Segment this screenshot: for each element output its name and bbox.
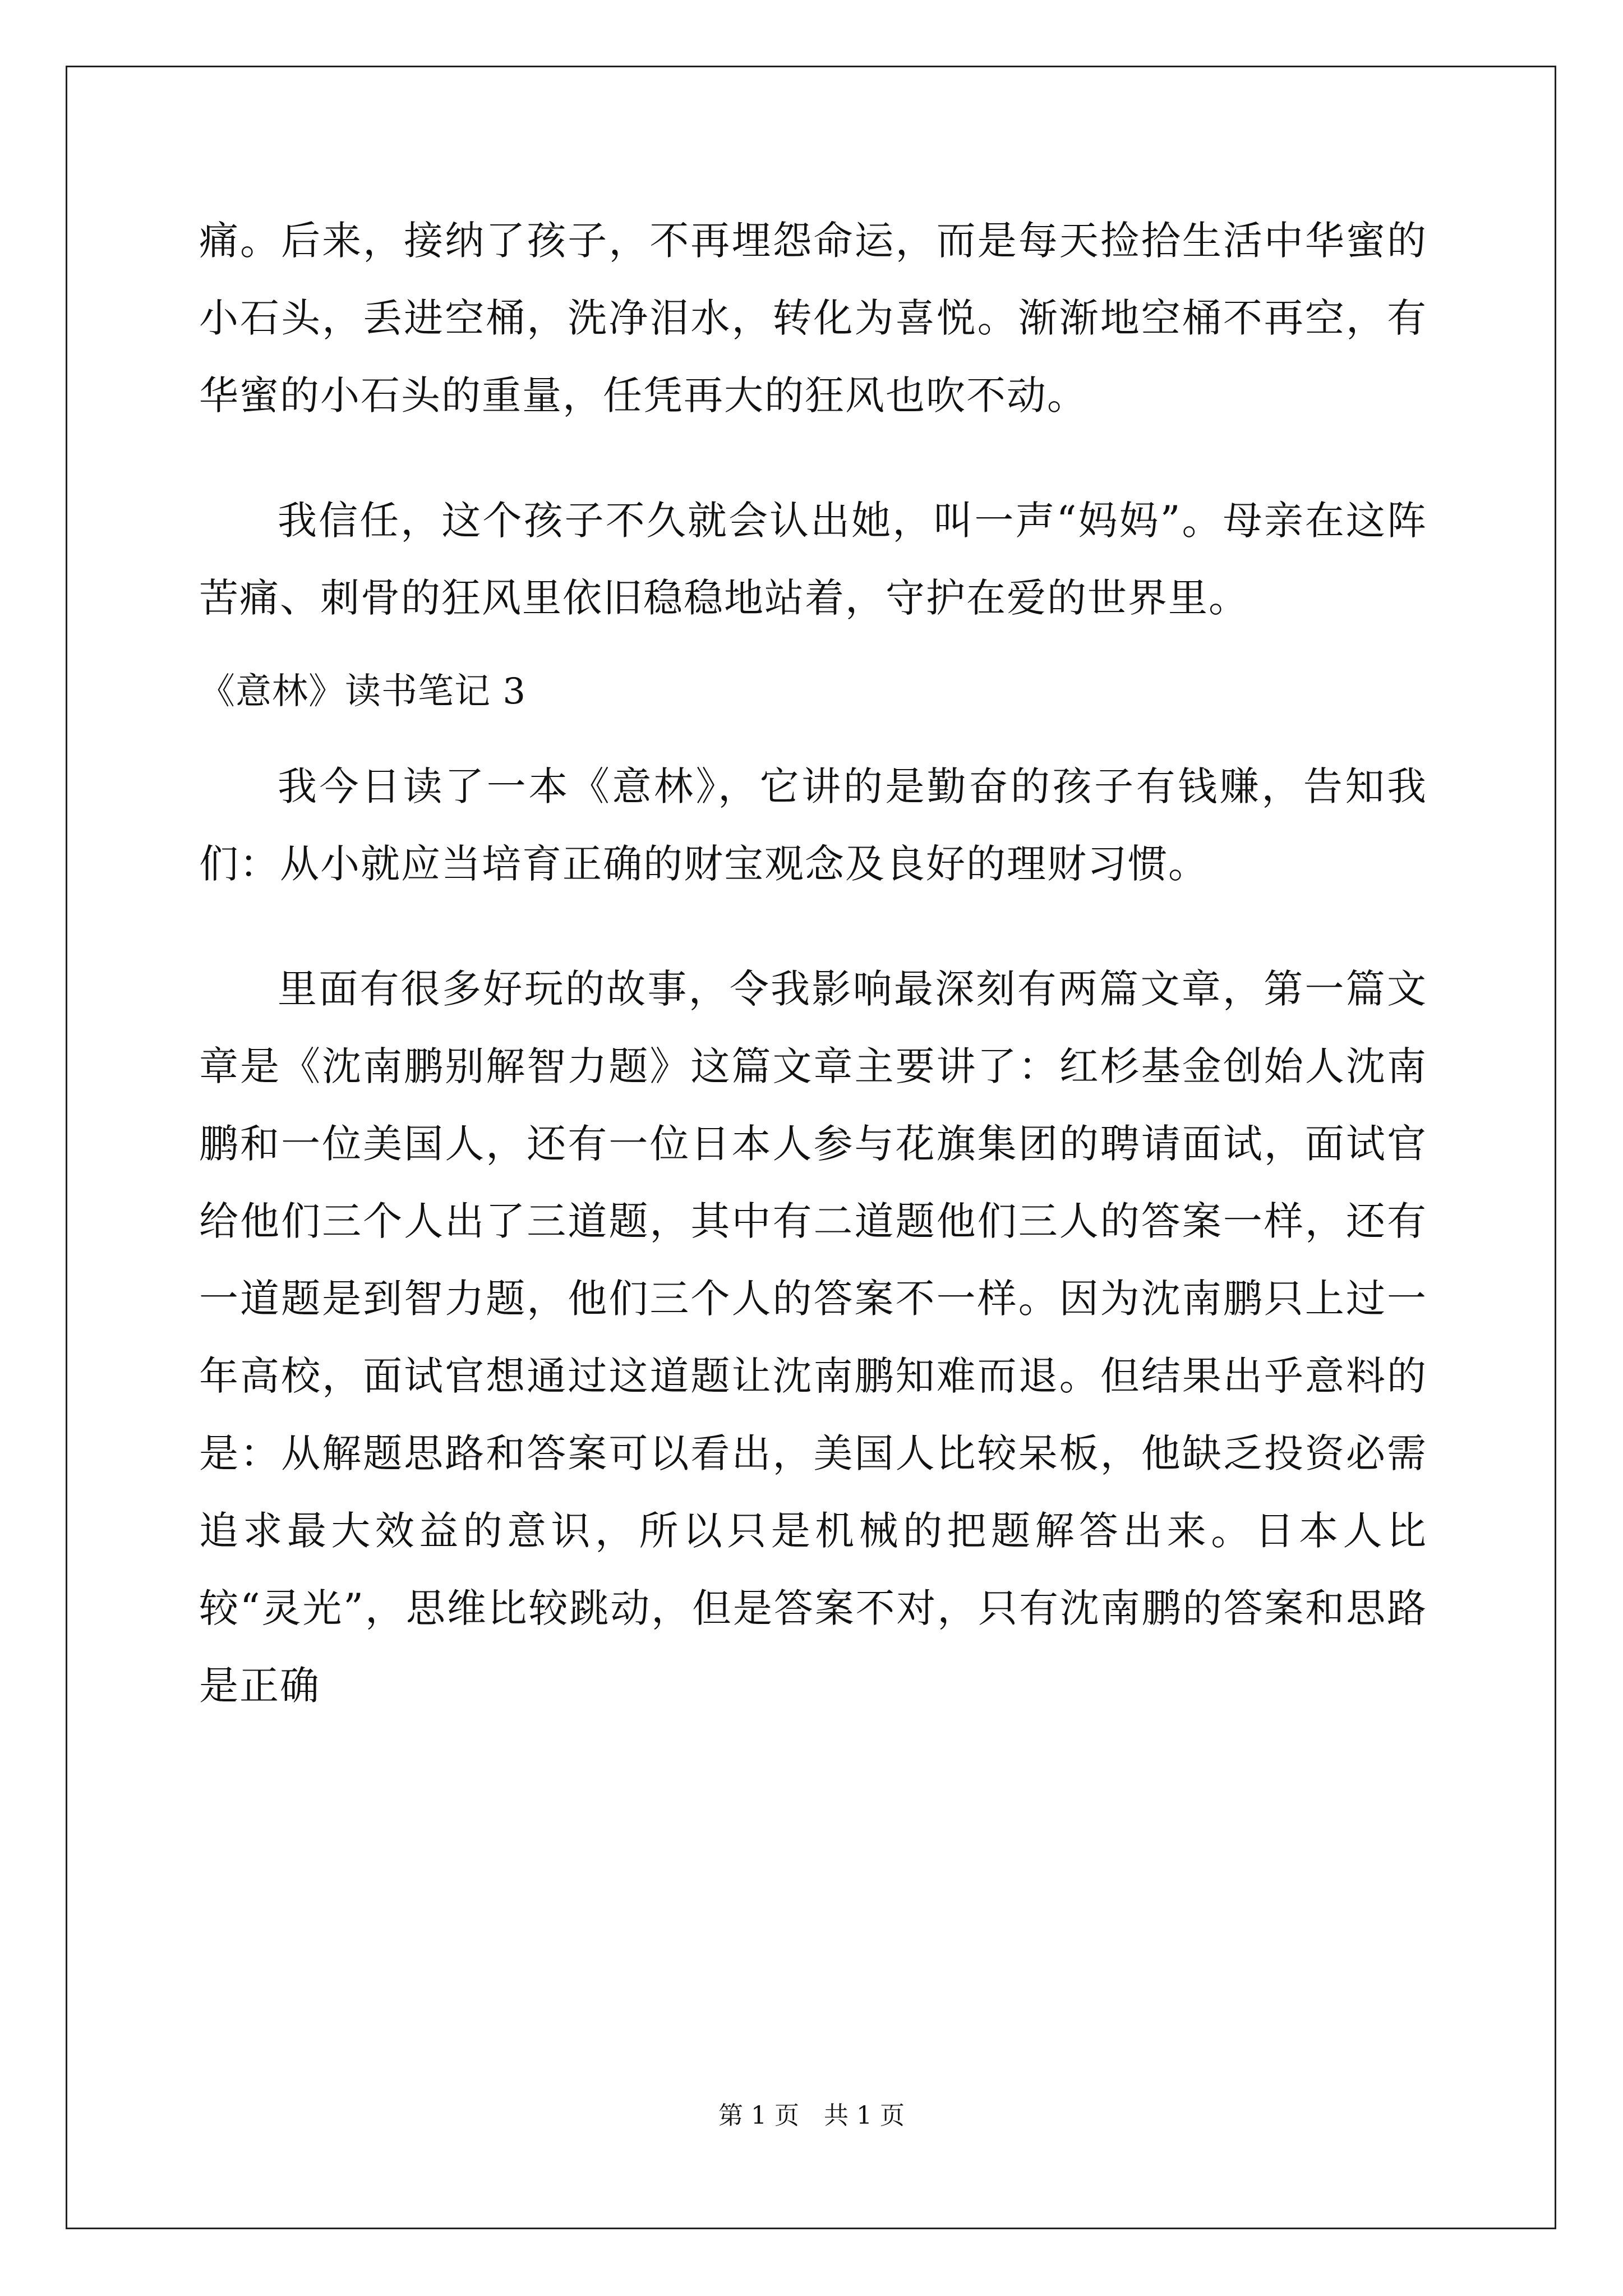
section-heading: 《意林》读书笔记 3 — [199, 671, 527, 712]
paragraph-2: 我信任，这个孩子不久就会认出她，叫一声“妈妈”。母亲在这阵苦痛、刺骨的狂风里依旧稳稳地站着，守护在爱的世界里。 — [199, 498, 1427, 621]
paragraph-3: 我今日读了一本《意林》，它讲的是勤奋的孩子有钱赚，告知我们：从小就应当培育正确的财宝观念及良好的理财习惯。 — [199, 763, 1427, 887]
document-body — [199, 202, 1427, 1724]
paragraph-1: 痛。后来，接纳了孩子，不再埋怨命运，而是每天捡拾生活中华蜜的小石头，丢进空桶，洗净泪水，转化为喜悦。渐渐地空桶不再空，有华蜜的小石头的重量，任凭再大的狂风也吹不动。 — [199, 218, 1427, 418]
paragraph-4: 里面有很多好玩的故事，令我影响最深刻有两篇文章，第一篇文章是《沈南鹏别解智力题》这篇文章主要讲了：红杉基金创始人沈南鹏和一位美国人，还有一位日本人参与花旗集团的聘请面试，面试官给他们三个人出了三道题，其中有二道题他们三人的答案一样，还有一道题是到智力题，他们三个人的答案不一样。因为沈南鹏只上过一年高校，面试官想通过这道题让沈南鹏知难而退。但结果出乎意料的是：从解题思路和答案可以看出，美国人比较呆板，他缺乏投资必需追求最大效益的意识，所以只是机械的把题解答出来。日本人比较“灵光”，思维比较跳动，但是答案不对，只有沈南鹏的答案和思路是正确 — [199, 966, 1427, 1709]
page-footer: 第 1 页 共 1 页 — [718, 2101, 905, 2130]
